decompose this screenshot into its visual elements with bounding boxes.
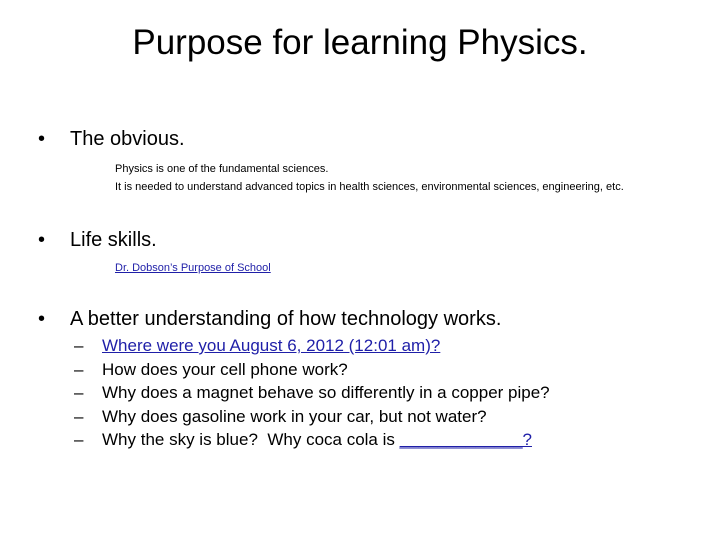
- list-item: [74, 405, 550, 429]
- list-item: [74, 358, 550, 382]
- dash-marker: –: [74, 336, 84, 355]
- question-text: How does your cell phone work?: [102, 359, 348, 379]
- sub-line: It is needed to understand advanced topics in health sciences, environmental sciences, engineering, etc.: [115, 181, 624, 193]
- question-text: Why does a magnet behave so differently in a copper pipe?: [102, 383, 550, 402]
- list-item: [74, 381, 550, 405]
- dash-marker: –: [74, 359, 84, 379]
- bullet-the-obvious: [38, 126, 185, 152]
- bullet-heading: Life skills.: [70, 229, 157, 251]
- dash-marker: –: [74, 383, 84, 402]
- question-text: Why does gasoline work in your car, but not water?: [102, 406, 487, 426]
- list-item: [74, 428, 550, 452]
- bullet-heading: The obvious.: [70, 128, 185, 150]
- bullet-icon: •: [38, 229, 46, 251]
- technology-question-list: [74, 334, 550, 452]
- blank-link[interactable]: _____________?: [399, 430, 532, 449]
- bullet-technology: [38, 306, 501, 332]
- bullet-life-skills: [38, 227, 157, 253]
- list-item: [74, 334, 550, 358]
- question-text: Why the sky is blue? Why coca cola is: [102, 430, 400, 449]
- sub-line: Physics is one of the fundamental sciences.: [115, 163, 329, 175]
- dash-marker: –: [74, 430, 84, 449]
- purpose-of-school-link[interactable]: Dr. Dobson’s Purpose of School: [115, 262, 271, 274]
- bullet-icon: •: [38, 308, 46, 330]
- dash-marker: –: [74, 406, 84, 426]
- bullet-icon: •: [38, 128, 46, 150]
- bullet-heading: A better understanding of how technology works.: [70, 308, 502, 330]
- slide-title: Purpose for learning Physics.: [132, 23, 588, 62]
- question-link[interactable]: Where were you August 6, 2012 (12:01 am)?: [102, 336, 441, 355]
